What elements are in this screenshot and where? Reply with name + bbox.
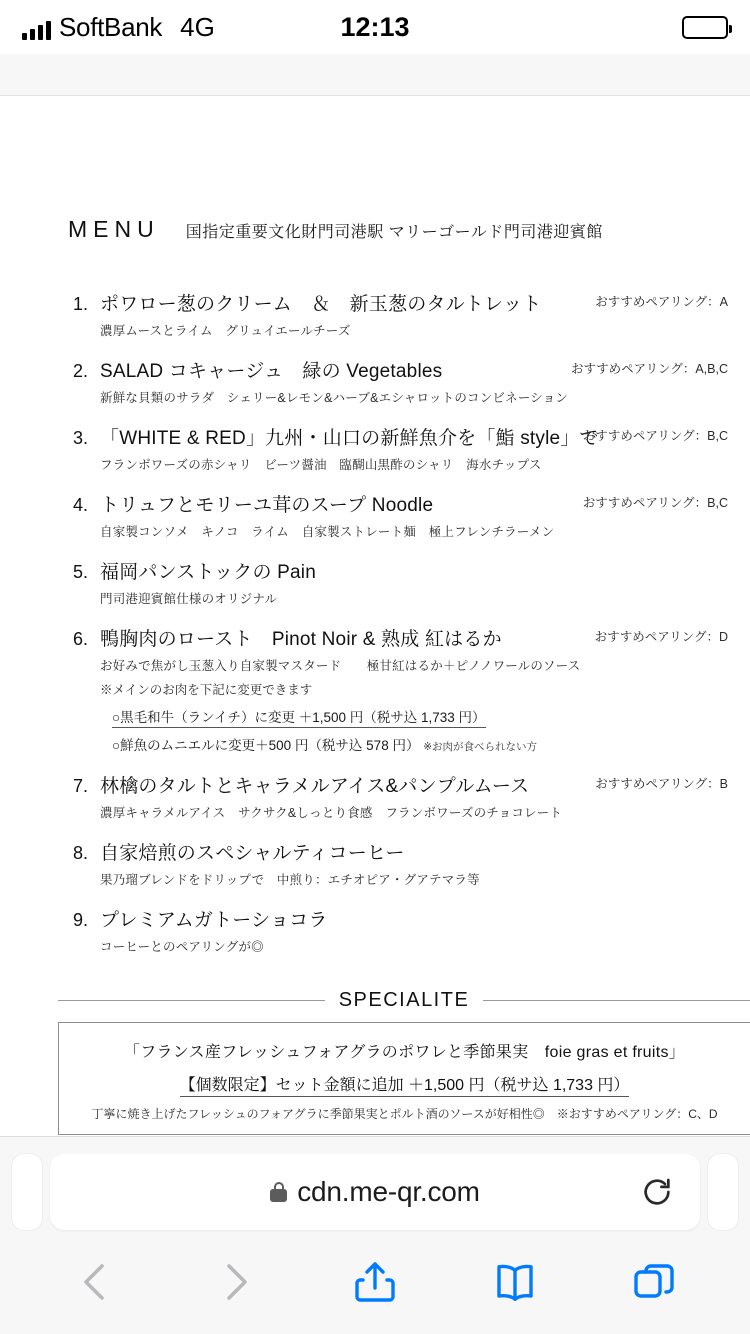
item-option-1 <box>60 706 728 726</box>
address-bar[interactable] <box>50 1154 700 1230</box>
list-item <box>60 289 728 339</box>
item-number: 5. <box>72 562 88 582</box>
specialite-section <box>0 989 750 1135</box>
book-icon[interactable] <box>491 1258 539 1306</box>
item-number: 9. <box>72 910 88 930</box>
item-name: トリュフとモリーユ茸のスープ Noodle <box>100 495 434 516</box>
menu-items-list <box>0 289 750 955</box>
item-description: お好みで焦がし玉葱入り自家製マスタード 極甘紅はるか＋ピノノワールのソース <box>100 659 581 673</box>
item-pairing: おすすめペアリング：A <box>595 295 728 309</box>
menu-header <box>0 216 750 243</box>
specialite-header <box>0 989 750 1012</box>
item-description: コーヒーとのペアリングが◎ <box>100 940 264 954</box>
list-item <box>60 624 728 754</box>
specialite-price-row <box>69 1072 740 1095</box>
status-bar-right <box>682 16 728 39</box>
list-item <box>60 423 728 473</box>
specialite-box <box>58 1022 750 1135</box>
chevron-left-icon[interactable] <box>72 1258 120 1306</box>
chevron-right-icon[interactable] <box>211 1258 259 1306</box>
item-option-2 <box>60 734 728 754</box>
item-name: SALAD コキャージュ 緑の Vegetables <box>100 361 443 382</box>
url-row <box>0 1137 750 1247</box>
clock-label: 12:13 <box>340 11 410 42</box>
battery-icon <box>682 16 728 39</box>
item-number: 1. <box>72 294 88 314</box>
specialite-description: 丁寧に焼き上げたフレッシュのフォアグラに季節果実とポルト酒のソースが好相性◎ ※おすすめペアリング：C、D <box>91 1107 718 1121</box>
item-description: 自家製コンソメ キノコ ライム 自家製ストレート麺 極上フレンチラーメン <box>100 525 555 539</box>
browser-top-chrome <box>0 54 750 96</box>
item-number: 3. <box>72 428 88 448</box>
item-pairing: おすすめペアリング：D <box>594 630 728 644</box>
item-description: 新鮮な貝類のサラダ シェリー&レモン&ハーブ&エシャロットのコンビネーション <box>100 391 569 405</box>
reload-icon[interactable] <box>640 1175 674 1209</box>
specialite-dish-name: 「フランス産フレッシュフォアグラのポワレと季節果実 foie gras et fruits」 <box>123 1044 686 1061</box>
web-page-content[interactable] <box>0 96 750 1136</box>
item-name: 「WHITE & RED」九州・山口の新鮮魚介を「鮨 style」で <box>100 428 599 449</box>
list-item <box>60 838 728 888</box>
page-title: MENU <box>68 216 160 242</box>
list-item <box>60 356 728 406</box>
list-item <box>60 905 728 955</box>
list-item <box>60 557 728 607</box>
status-bar <box>0 0 750 54</box>
item-option-label: ○鮮魚のムニエルに変更＋500 円（税サ込 578 円） <box>112 738 420 753</box>
item-description: 果乃瑠ブレンドをドリップで 中煎り：エチオピア・グアテマラ等 <box>100 873 480 887</box>
item-name: ポワロー葱のクリーム ＆ 新玉葱のタルトレット <box>100 294 542 315</box>
item-name: 福岡パンストックの Pain <box>100 562 316 583</box>
item-number: 2. <box>72 361 88 381</box>
browser-bottom-bar <box>0 1136 750 1334</box>
network-type-label: 4G <box>180 12 215 42</box>
item-number: 7. <box>72 776 88 796</box>
tab-preview-right[interactable] <box>708 1154 738 1230</box>
lock-icon <box>270 1182 287 1202</box>
item-option-note: ※お肉が食べられない方 <box>423 741 538 753</box>
item-description: フランボワーズの赤シャリ ビーツ醤油 臨醐山黒酢のシャリ 海水チップス <box>100 458 542 472</box>
list-item <box>60 490 728 540</box>
tabs-icon[interactable] <box>630 1258 678 1306</box>
item-description: 門司港迎賓館仕様のオリジナル <box>100 592 278 606</box>
venue-name: 国指定重要文化財門司港駅 マリーゴールド門司港迎賓館 <box>185 224 603 241</box>
item-name: 自家焙煎のスペシャルティコーヒー <box>100 843 405 864</box>
specialite-price-label: 【個数限定】セット金額に追加 ＋1,500 円（税サ込 1,733 円） <box>180 1077 630 1097</box>
item-description: 濃厚ムースとライム グリュイエールチーズ <box>100 324 351 338</box>
item-number: 8. <box>72 843 88 863</box>
specialite-heading: SPECIALITE <box>338 989 470 1011</box>
item-option-label: ○黒毛和牛（ランイチ）に変更 ＋1,500 円（税サ込 1,733 円） <box>112 710 486 728</box>
item-name: 林檎のタルトとキャラメルアイス&パンプルムース <box>100 776 530 797</box>
item-number: 4. <box>72 495 88 515</box>
divider-right <box>483 1000 750 1001</box>
item-pairing: おすすめペアリング：B <box>595 777 728 791</box>
share-icon[interactable] <box>351 1258 399 1306</box>
item-description: 濃厚キャラメルアイス サクサク&しっとり食感 フランボワーズのチョコレート <box>100 806 563 820</box>
item-name: プレミアムガトーショコラ <box>100 910 328 931</box>
item-pairing: おすすめペアリング：A,B,C <box>570 362 728 376</box>
divider-left <box>58 1000 325 1001</box>
item-number: 6. <box>72 629 88 649</box>
tab-preview-left[interactable] <box>12 1154 42 1230</box>
menu-document <box>0 96 750 1135</box>
url-text: cdn.me-qr.com <box>297 1176 480 1207</box>
item-name: 鴨胸肉のロースト Pinot Noir & 熟成 紅はるか <box>100 629 502 650</box>
browser-toolbar <box>0 1247 750 1334</box>
carrier-label: SoftBank <box>59 12 163 42</box>
list-item <box>60 771 728 821</box>
item-pairing: おすすめペアリング：B,C <box>582 429 728 443</box>
item-note: ※メインのお肉を下記に変更できます <box>100 683 313 697</box>
item-pairing: おすすめペアリング：B,C <box>582 496 728 510</box>
